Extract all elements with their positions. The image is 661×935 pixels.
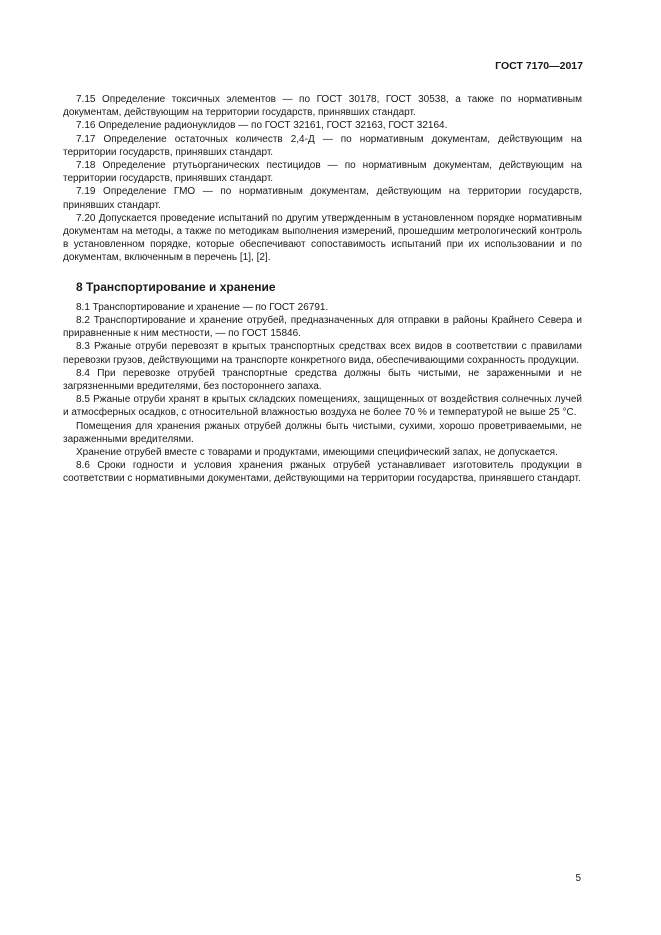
paragraph-7-20: 7.20 Допускается проведение испытаний по другим утвержденным в установленном порядке нормативным документам на методы, а также по методикам выполнения измерений, прошедшим метрологический контроль в установленном порядке, которые обеспечивают сопоставимость испытаний при их использовании и по документам, включенным в перечень [1], [2]. [63,212,582,264]
paragraph-7-17: 7.17 Определение остаточных количеств 2,4-Д — по нормативным документам, действующим на территории государств, принявших стандарт. [63,133,582,158]
paragraph-8-4: 8.4 При перевозке отрубей транспортные средства должны быть чистыми, не зараженными и не загрязненными вредителями, без постороннего запаха. [63,367,582,393]
paragraph-8-3: 8.3 Ржаные отруби перевозят в крытых транспортных средствах всех видов в соответствии с правилами перевозки грузов, действующими на транспорте конкретного вида, обеспечивающими сохранность продукции. [63,341,582,366]
paragraph-8-2: 8.2 Транспортирование и хранение отрубей, предназначенных для отправки в районы Крайнего Севера и приравненные к ним местности, — по ГОСТ 15846. [63,315,582,340]
document-code: ГОСТ 7170—2017 [495,60,583,72]
paragraph-8-1: 8.1 Транспортирование и хранение — по ГОСТ 26791. [76,301,329,313]
paragraph-storage-with-goods: Хранение отрубей вместе с товарами и продуктами, имеющими специфический запах, не допускается. [76,447,558,459]
paragraph-7-16: 7.16 Определение радионуклидов — по ГОСТ 32161, ГОСТ 32163, ГОСТ 32164. [76,120,448,132]
paragraph-7-18: 7.18 Определение ртутьорганических пестицидов — по нормативным документам, действующим на территории государств, принявших стандарт. [63,160,582,185]
page-number: 5 [575,873,581,884]
paragraph-8-6: 8.6 Сроки годности и условия хранения ржаных отрубей устанавливает изготовитель продукции в соответствии с нормативными документами, действующими на территории государства, принявшего стандарт. [63,460,582,485]
section-heading: 8 Транспортирование и хранение [76,279,276,294]
paragraph-8-5: 8.5 Ржаные отруби хранят в крытых складских помещениях, защищенных от воздействия солнечных лучей и атмосферных осадков, с относительной влажностью воздуха не более 70 % и температурой не выше 25 °С. [63,394,582,419]
page-body [63,93,582,486]
paragraph-7-19: 7.19 Определение ГМО — по нормативным документам, действующим на территории государств, принявших стандарт. [63,186,582,211]
paragraph-7-15: 7.15 Определение токсичных элементов — по ГОСТ 30178, ГОСТ 30538, а также по нормативным документам, действующим на территории государств, принявших стандарт. [63,94,582,119]
paragraph-storage-premises: Помещения для хранения ржаных отрубей должны быть чистыми, сухими, хорошо проветриваемыми, не зараженными вредителями. [63,420,582,445]
